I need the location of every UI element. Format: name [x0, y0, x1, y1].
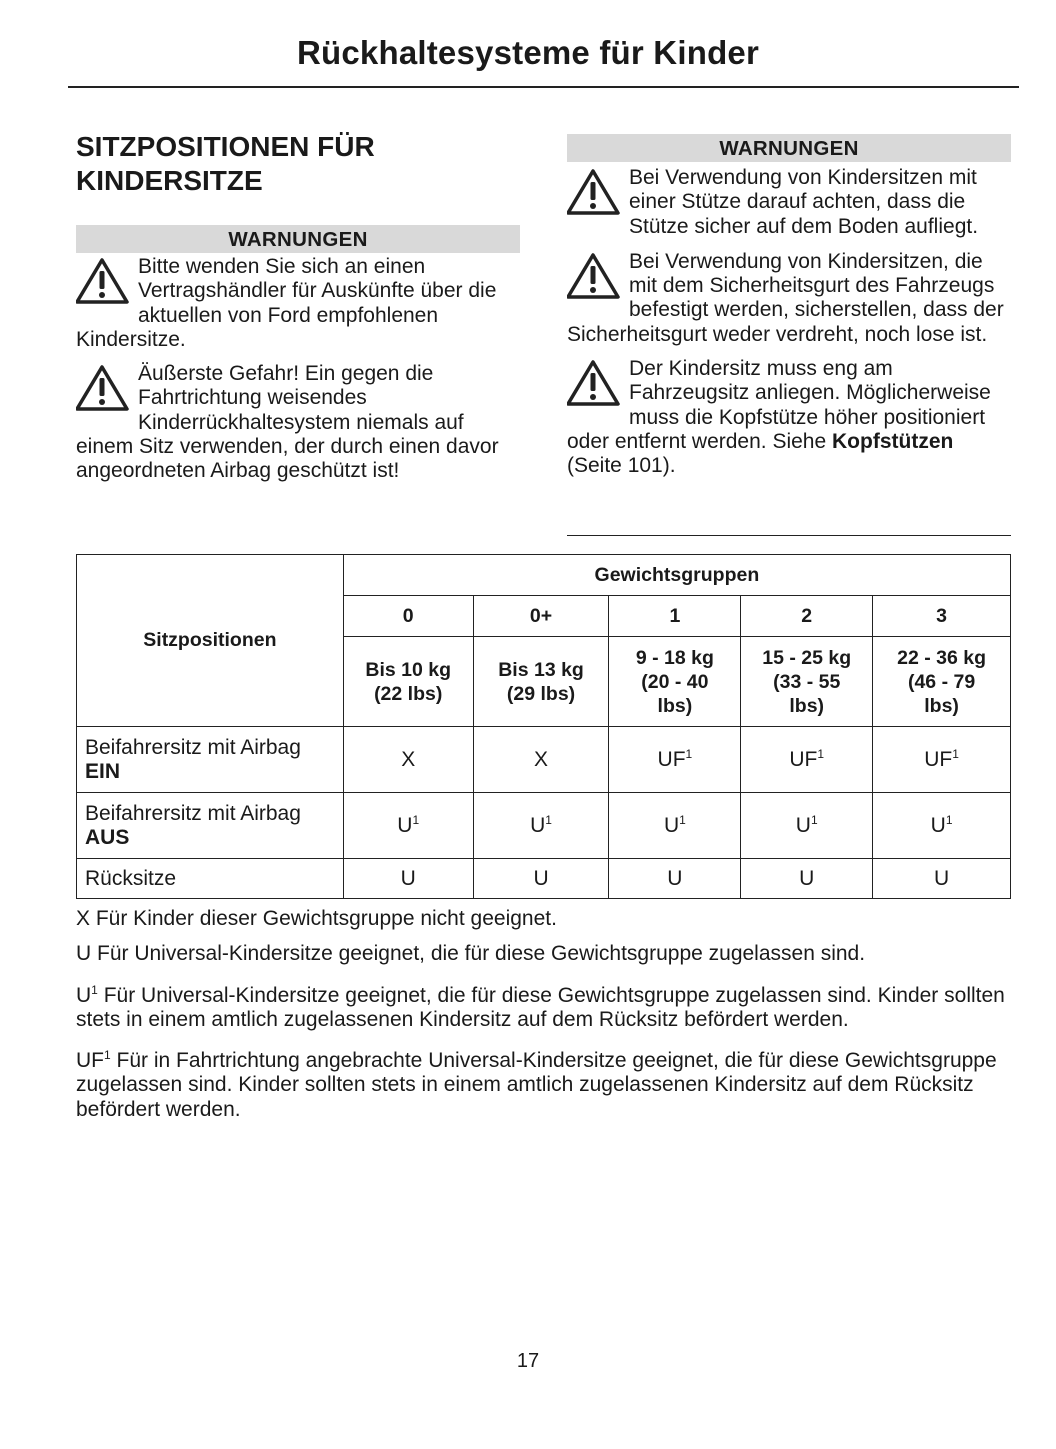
warning-right-3-text	[567, 357, 1011, 478]
cell-superscript: 1	[679, 813, 686, 827]
legend-symbol: U	[76, 942, 92, 966]
cell-superscript: 1	[952, 747, 959, 761]
group-number: 1	[609, 596, 741, 637]
section-heading-line1: SITZPOSITIONEN FÜR	[76, 131, 375, 162]
warning-triangle-icon	[567, 252, 623, 300]
cell-value: UF	[789, 748, 818, 771]
row-label-bold: EIN	[85, 759, 121, 783]
row-label	[77, 727, 344, 793]
legend-text: Für Universal-Kindersitze geeignet, die für diese Gewichtsgruppe zugelassen sind.	[91, 942, 866, 966]
cell-value: UF	[657, 748, 686, 771]
weight-range-line: (29 lbs)	[506, 682, 576, 705]
weight-range-line: (46 - 79	[907, 670, 976, 693]
warnings-bar-left: WARNUNGEN	[76, 225, 520, 253]
cell-superscript: 1	[945, 813, 953, 827]
legend-superscript: 1	[91, 982, 98, 997]
table-cell	[609, 859, 741, 899]
row-label	[77, 793, 344, 859]
left-column	[76, 130, 520, 484]
warning-triangle-icon	[567, 168, 623, 216]
legend	[76, 907, 1016, 1133]
weight-range-line: 9 - 18 kg	[635, 646, 714, 669]
cell-value: U	[530, 814, 546, 837]
weight-range	[873, 637, 1011, 727]
section-heading-line2: KINDERSITZE	[76, 165, 263, 196]
table-cell	[741, 859, 873, 899]
cell-superscript: 1	[545, 813, 552, 827]
weight-range	[741, 637, 873, 727]
row-header: Sitzpositionen	[77, 555, 344, 727]
cell-value: UF	[924, 748, 953, 771]
warning-right-2-text: Bei Verwendung von Kindersitzen, die mit dem Sicherheitsgurt des Fahrzeugs befestigt werden, sicherstellen, dass der Sicherheitsgurt weder verdreht, noch lose ist.	[567, 249, 1004, 346]
warning-triangle-icon	[76, 257, 132, 305]
cell-value: U	[667, 866, 683, 890]
weight-range	[473, 637, 609, 727]
weight-range-line: (33 - 55	[773, 670, 841, 693]
warning-triangle-icon	[76, 364, 132, 412]
cell-value: U	[930, 814, 946, 837]
page-title: Rückhaltesysteme für Kinder	[296, 34, 760, 71]
cell-value: U	[795, 814, 811, 837]
warning-left-2-text: Äußerste Gefahr! Ein gegen die Fahrtrichtung weisendes Kinderrückhaltesystem niemals auf einem Sitz verwenden, der durch einen davor angeordneten Airbag geschützt ist!	[76, 362, 499, 483]
right-column	[567, 134, 1011, 479]
group-number: 2	[741, 596, 873, 637]
weight-range-line: (22 lbs)	[374, 682, 443, 705]
warning-right-1-text: Bei Verwendung von Kindersitzen mit einer Stütze darauf achten, dass die Stütze sicher auf dem Boden aufliegt.	[629, 166, 979, 238]
table-row	[77, 793, 1011, 859]
table-cell	[473, 793, 609, 859]
cell-value: U	[663, 814, 680, 837]
table-cell	[873, 859, 1011, 899]
legend-item	[76, 1043, 1016, 1122]
warning-left-1	[76, 255, 520, 352]
table-cell	[343, 793, 473, 859]
weight-range-line: Bis 10 kg	[365, 658, 452, 681]
row-label	[77, 859, 344, 899]
warning-right-3-body: Der Kindersitz muss eng am Fahrzeugsitz anliegen. Möglicherweise muss die Kopfstütze höher positioniert oder entfernt werden. Siehe	[567, 357, 991, 453]
cell-value: U	[933, 866, 950, 890]
cell-superscript: 1	[412, 813, 420, 827]
legend-symbol: X	[76, 907, 91, 930]
cell-value: X	[401, 748, 416, 771]
legend-item	[76, 942, 1016, 966]
table-cell	[873, 727, 1011, 793]
cell-value: U	[533, 866, 549, 890]
right-column-divider	[567, 535, 1011, 536]
table-row	[77, 859, 1011, 899]
group-number: 0+	[473, 596, 609, 637]
table-cell	[741, 727, 873, 793]
warning-right-2	[567, 250, 1011, 347]
row-label-text: Beifahrersitz mit Airbag	[85, 735, 301, 759]
table-cell	[609, 793, 741, 859]
table-cell	[473, 727, 609, 793]
warning-left-1-text: Bitte wenden Sie sich an einen Vertragshändler für Auskünfte über die aktuellen von Ford empfohlenen Kindersitze.	[76, 255, 497, 351]
weight-range-line: lbs)	[924, 694, 959, 717]
table-cell	[741, 793, 873, 859]
legend-superscript: 1	[104, 1048, 111, 1063]
section-heading	[76, 130, 520, 198]
seat-position-table	[76, 554, 1011, 899]
table-row	[77, 727, 1011, 793]
title-divider	[68, 86, 1019, 88]
weight-range	[343, 637, 473, 727]
table-cell	[343, 727, 473, 793]
legend-text: Für Kinder dieser Gewichtsgruppe nicht geeignet.	[90, 907, 557, 930]
cell-value: X	[534, 748, 549, 771]
table-cell	[343, 859, 473, 899]
weight-range-line: 22 - 36 kg	[897, 646, 987, 669]
row-label-text: Beifahrersitz mit Airbag	[85, 801, 301, 825]
table-cell	[609, 727, 741, 793]
legend-symbol: UF	[76, 1049, 104, 1073]
weight-range-line: 15 - 25 kg	[762, 646, 852, 669]
cell-superscript: 1	[685, 747, 693, 761]
table-cell	[473, 859, 609, 899]
weight-range-line: Bis 13 kg	[498, 658, 584, 681]
table-header-row	[77, 555, 1011, 596]
weight-range-line: (20 - 40	[641, 670, 709, 693]
weight-range-line: lbs)	[789, 694, 825, 717]
weight-range-line: lbs)	[657, 694, 693, 717]
legend-symbol: U	[76, 983, 92, 1007]
row-label-bold: AUS	[85, 825, 130, 849]
legend-item	[76, 978, 1016, 1033]
warning-right-3	[567, 357, 1011, 478]
warning-right-3-suffix: (Seite 101).	[567, 454, 676, 478]
table-cell	[873, 793, 1011, 859]
weight-range	[609, 637, 741, 727]
group-number: 3	[873, 596, 1011, 637]
cell-superscript: 1	[810, 813, 818, 827]
cell-superscript: 1	[817, 747, 825, 761]
page-number: 17	[516, 1350, 540, 1372]
group-header: Gewichtsgruppen	[343, 555, 1010, 596]
legend-text: Für Universal-Kindersitze geeignet, die für diese Gewichtsgruppe zugelassen sind. Kinder sollten stets in einem amtlich zugelassenen Kindersitz auf dem Rücksitz befördert werden.	[76, 983, 1005, 1031]
legend-text: Für in Fahrtrichtung angebrachte Universal-Kindersitze geeignet, die für diese Gewichtsgruppe zugelassen sind. Kinder sollten stets in einem amtlich zugelassenen Kindersitz auf dem Rücksitz befördert werden.	[76, 1049, 997, 1121]
group-number: 0	[343, 596, 473, 637]
cell-value: U	[400, 866, 416, 890]
row-label-text: Rücksitze	[85, 866, 177, 890]
warning-right-1	[567, 166, 1011, 239]
cell-value: U	[799, 866, 815, 890]
warning-left-2	[76, 362, 520, 483]
cell-value: U	[397, 814, 413, 837]
warnings-bar-right: WARNUNGEN	[567, 134, 1011, 162]
legend-item	[76, 907, 1016, 931]
kopfstuetzen-link[interactable]: Kopfstützen	[832, 429, 954, 453]
warning-triangle-icon	[567, 359, 623, 407]
